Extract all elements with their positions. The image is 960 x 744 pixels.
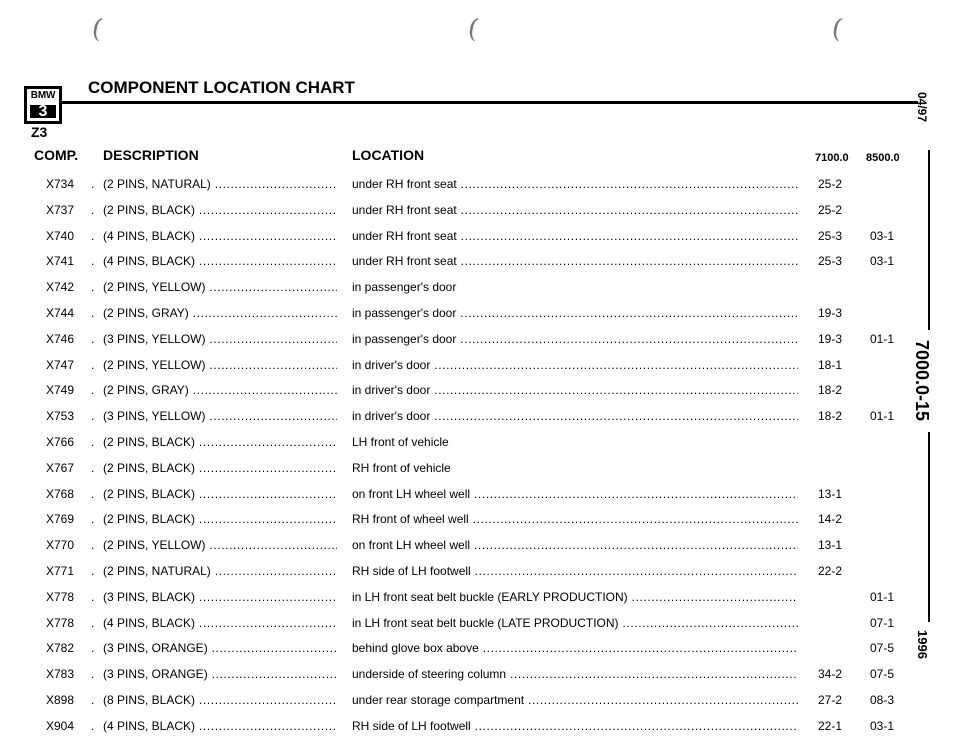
column-header-7100: 7100.0 [815, 152, 849, 164]
table-row [0, 537, 910, 559]
comp-dot: . [91, 667, 95, 682]
comp-dot: . [91, 486, 95, 501]
ref-7100-cell: 34-2 [818, 667, 843, 682]
table-row [0, 408, 910, 430]
location-cell: in passenger's door ..... [352, 331, 798, 347]
logo-brand-text: BMW [30, 90, 56, 101]
description-cell: (2 PINS, BLACK) ..... [103, 434, 337, 450]
description-cell: (2 PINS, NATURAL) ..... [103, 176, 337, 192]
comp-id: X898 [46, 693, 75, 707]
description-cell: (2 PINS, BLACK) ..... [103, 511, 337, 527]
description-cell: (3 PINS, ORANGE) ..... [103, 666, 337, 682]
bmw-logo [24, 86, 62, 124]
comp-id: X744 [46, 306, 75, 320]
location-cell: in LH front seat belt buckle (EARLY PRODUCTION) ..... [352, 589, 798, 605]
margin-line [928, 150, 930, 330]
page-number: 7000.0-15 [912, 340, 932, 422]
comp-dot: . [91, 460, 95, 475]
comp-id: X778 [46, 589, 75, 604]
comp-id: X753 [46, 409, 75, 424]
table-row [0, 486, 910, 508]
comp-dot: . [91, 641, 95, 656]
description-cell: (2 PINS, YELLOW) ..... [103, 537, 337, 553]
column-header-8500: 8500.0 [866, 152, 900, 164]
description-cell: (4 PINS, BLACK) ..... [103, 615, 337, 631]
revision-date: 04/97 [915, 92, 929, 123]
ref-7100-cell: 25-2 [818, 177, 843, 191]
comp-dot: . [91, 202, 95, 217]
description-cell: (2 PINS, YELLOW) ..... [103, 279, 337, 295]
table-row [0, 331, 910, 353]
ref-8500-cell: 01-1 [870, 331, 895, 346]
table-row [0, 305, 910, 327]
description-cell: (2 PINS, GRAY) ..... [103, 305, 337, 321]
location-cell: in driver's door ..... [352, 408, 798, 424]
location-cell: under RH front seat ..... [352, 253, 798, 269]
comp-id: X742 [46, 280, 75, 295]
description-cell: (4 PINS, BLACK) ..... [103, 228, 337, 244]
comp-dot: . [91, 564, 95, 578]
column-header-location: LOCATION [352, 147, 425, 163]
model-year: 1996 [915, 630, 930, 659]
table-row [0, 460, 910, 482]
location-cell: on front LH wheel well ..... [352, 537, 798, 553]
table-row [0, 666, 910, 688]
ref-7100-cell: 25-2 [818, 202, 843, 217]
ref-7100-cell: 18-2 [818, 383, 843, 398]
location-cell: LH front of vehicle [352, 435, 449, 449]
table-row [0, 589, 910, 611]
comp-dot: . [91, 357, 95, 372]
comp-id: X767 [46, 460, 75, 475]
table-row [0, 202, 910, 224]
ref-7100-cell: 14-2 [818, 512, 843, 527]
location-cell: RH front of vehicle [352, 460, 451, 475]
binding-mark: ( [465, 13, 481, 45]
table-row [0, 718, 910, 740]
binding-mark: ( [89, 13, 105, 45]
comp-id: X778 [46, 615, 75, 630]
description-cell: (3 PINS, YELLOW) ..... [103, 331, 337, 347]
location-cell: RH side of LH footwell ..... [352, 718, 798, 734]
ref-7100-cell: 18-1 [818, 357, 843, 372]
comp-id: X766 [46, 435, 75, 449]
location-cell: in driver's door ..... [352, 357, 798, 373]
ref-8500-cell: 03-1 [870, 254, 895, 269]
comp-id: X768 [46, 486, 75, 501]
comp-dot: . [91, 228, 95, 243]
table-row [0, 511, 910, 533]
description-cell: (3 PINS, YELLOW) ..... [103, 408, 337, 424]
margin-line [928, 432, 930, 622]
ref-7100-cell: 25-3 [818, 254, 843, 269]
comp-id: X749 [46, 383, 75, 398]
description-cell: (4 PINS, BLACK) ..... [103, 253, 337, 269]
comp-dot: . [91, 538, 95, 553]
location-cell: under RH front seat ..... [352, 228, 798, 244]
ref-7100-cell: 19-3 [818, 306, 843, 320]
description-cell: (2 PINS, GRAY) ..... [103, 382, 337, 398]
title-rule [62, 101, 918, 104]
ref-8500-cell: 01-1 [870, 589, 895, 604]
table-row [0, 382, 910, 404]
ref-7100-cell: 19-3 [818, 331, 843, 346]
comp-id: X734 [46, 177, 75, 191]
binding-mark: ( [829, 13, 845, 45]
table-row [0, 279, 910, 301]
location-cell: RH side of LH footwell ..... [352, 563, 798, 579]
comp-id: X770 [46, 538, 75, 553]
comp-dot: . [91, 177, 95, 191]
location-cell: underside of steering column ..... [352, 666, 798, 682]
ref-8500-cell: 03-1 [870, 228, 895, 243]
comp-id: X737 [46, 202, 75, 217]
comp-dot: . [91, 589, 95, 604]
comp-dot: . [91, 331, 95, 346]
table-row [0, 176, 910, 198]
column-header-description: DESCRIPTION [103, 147, 199, 163]
description-cell: (2 PINS, BLACK) ..... [103, 202, 337, 218]
description-cell: (2 PINS, NATURAL) ..... [103, 563, 337, 579]
table-row [0, 692, 910, 714]
comp-id: X769 [46, 512, 75, 527]
ref-8500-cell: 07-1 [870, 615, 895, 630]
comp-dot: . [91, 435, 95, 449]
comp-id: X740 [46, 228, 75, 243]
location-cell: behind glove box above ..... [352, 640, 798, 656]
comp-dot: . [91, 306, 95, 320]
location-cell: in passenger's door [352, 280, 457, 295]
comp-dot: . [91, 254, 95, 269]
location-cell: on front LH wheel well ..... [352, 486, 798, 502]
ref-7100-cell: 27-2 [818, 693, 843, 707]
comp-dot: . [91, 280, 95, 295]
description-cell: (2 PINS, BLACK) ..... [103, 460, 337, 476]
ref-7100-cell: 22-2 [818, 564, 843, 578]
comp-dot: . [91, 383, 95, 398]
comp-id: X782 [46, 641, 75, 656]
logo-series-text: 3 [30, 105, 56, 118]
location-cell: under rear storage compartment ..... [352, 692, 798, 708]
comp-id: X747 [46, 357, 75, 372]
description-cell: (2 PINS, YELLOW) ..... [103, 357, 337, 373]
ref-7100-cell: 22-1 [818, 718, 843, 733]
location-cell: RH front of wheel well ..... [352, 511, 798, 527]
location-cell: under RH front seat ..... [352, 202, 798, 218]
comp-dot: . [91, 409, 95, 424]
comp-dot: . [91, 615, 95, 630]
table-row [0, 253, 910, 275]
table-row [0, 563, 910, 585]
comp-dot: . [91, 512, 95, 527]
location-cell: under RH front seat ..... [352, 176, 798, 192]
comp-id: X741 [46, 254, 75, 269]
table-row [0, 615, 910, 637]
comp-id: X783 [46, 667, 75, 682]
comp-id: X746 [46, 331, 75, 346]
comp-id: X904 [46, 718, 75, 733]
comp-id: X771 [46, 564, 75, 578]
model-label: Z3 [31, 124, 48, 140]
ref-7100-cell: 13-1 [818, 486, 843, 501]
ref-8500-cell: 07-5 [870, 667, 895, 682]
location-cell: in LH front seat belt buckle (LATE PRODUCTION) ..... [352, 615, 798, 631]
ref-8500-cell: 08-3 [870, 693, 895, 707]
description-cell: (3 PINS, BLACK) ..... [103, 589, 337, 605]
table-row [0, 434, 910, 456]
description-cell: (3 PINS, ORANGE) ..... [103, 640, 337, 656]
location-cell: in passenger's door ..... [352, 305, 798, 321]
table-row [0, 228, 910, 250]
location-cell: in driver's door ..... [352, 382, 798, 398]
ref-7100-cell: 13-1 [818, 538, 843, 553]
ref-8500-cell: 03-1 [870, 718, 895, 733]
page-title: COMPONENT LOCATION CHART [88, 78, 355, 97]
table-row [0, 357, 910, 379]
description-cell: (2 PINS, BLACK) ..... [103, 486, 337, 502]
comp-dot: . [91, 718, 95, 733]
ref-7100-cell: 18-2 [818, 409, 843, 424]
column-header-comp: COMP. [34, 147, 79, 163]
ref-8500-cell: 01-1 [870, 409, 895, 424]
ref-8500-cell: 07-5 [870, 641, 895, 656]
description-cell: (4 PINS, BLACK) ..... [103, 718, 337, 734]
table-row [0, 640, 910, 662]
description-cell: (8 PINS, BLACK) ..... [103, 692, 337, 708]
comp-dot: . [91, 693, 95, 707]
ref-7100-cell: 25-3 [818, 228, 843, 243]
